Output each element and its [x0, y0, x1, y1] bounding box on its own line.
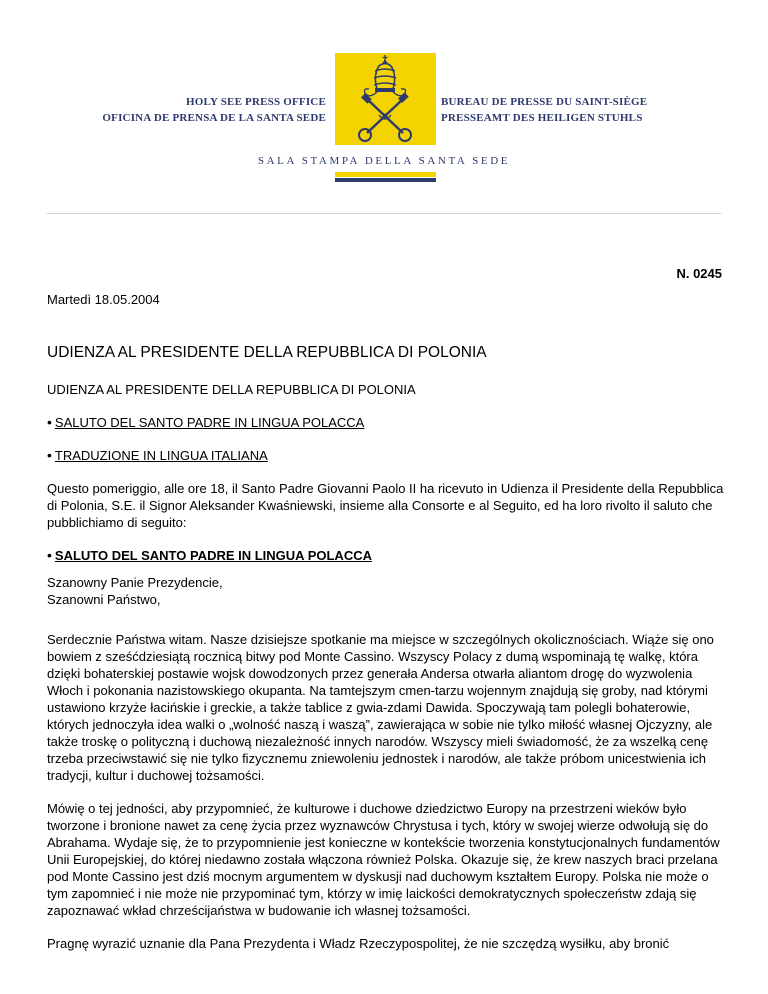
- bullet-icon: •: [47, 447, 52, 463]
- papal-keys-tiara-icon: [335, 53, 436, 145]
- masthead-right-text: [441, 94, 647, 126]
- bulletin-number: N. 0245: [676, 266, 722, 281]
- link-item-italian-translation: [47, 447, 727, 464]
- paragraph-3: Pragnę wyrazić uznanie dla Pana Prezydenta i Władz Rzeczypospolitej, że nie szczędzą wysiłku, aby bronić: [47, 936, 670, 951]
- sala-stampa-title: SALA STAMPA DELLA SANTA SEDE: [257, 155, 511, 167]
- salutation-line-2: Szanowni Państwo,: [47, 592, 161, 607]
- page-title: UDIENZA AL PRESIDENTE DELLA REPUBBLICA DI POLONIA: [47, 344, 487, 361]
- holy-see-emblem-logo: [335, 53, 436, 145]
- masthead-presseamt: PRESSEAMT DES HEILIGEN STUHLS: [441, 112, 643, 124]
- bulletin-content: [47, 381, 727, 968]
- section-heading-text: SALUTO DEL SANTO PADRE IN LINGUA POLACCA: [54, 548, 372, 563]
- paragraph-2: Mówię o tej jedności, aby przypomnieć, że kulturowe i duchowe dziedzictwo Europy na przestrzeni wieków było tworzone i bronione nawet za cenę życia przez wyznawców Chrystusa i tych, który w swojej wierze odwołują się do Abrahama. Wydaje się, że to przypomnienie jest konieczne w kontekście tworzenia konstytucjonalnych fundamentów Unii Europejskiej, do której niedawno została włączona również Polska. Okazuje się, że krew naszych braci przelana pod Monte Cassino jest dziś mocnym argumentem w dyskusji nad duchowym kształtem Europy. Polska nie może o tym zapomnieć i nie może nie przypominać tym, którzy w imię laickości demokratycznych społeczeństw zdają się zapoznawać wkład chrześcijaństwa w budowanie ich własnej tożsamości.: [47, 801, 720, 918]
- intro-paragraph: Questo pomeriggio, alle ore 18, il Santo Padre Giovanni Paolo II ha ricevuto in Udienza il Presidente della Repubblica di Polonia, S.E. il Signor Aleksander Kwaśniewski, insieme alla Consorte e al Seguito, ed ha loro rivolto il saluto che pubblichiamo di seguito:: [47, 481, 724, 530]
- masthead-oficina-de-prensa: OFICINA DE PRENSA DE LA SANTA SEDE: [102, 112, 326, 124]
- masthead-left-text: [102, 94, 326, 126]
- link-traduzione-italiana[interactable]: TRADUZIONE IN LINGUA ITALIANA: [54, 448, 268, 463]
- header-divider: [47, 213, 721, 214]
- link-item-polish-greeting: [47, 414, 727, 431]
- bullet-icon: •: [47, 547, 52, 563]
- bullet-icon: •: [47, 414, 52, 430]
- paragraph-1: Serdecznie Państwa witam. Nasze dzisiejsze spotkanie ma miejsce w szczególnych okolicznościach. Wiąże się ono bowiem z sześćdziesiątą rocznicą bitwy pod Monte Cassino. Wszyscy Polacy z dumą wspominają tę walkę, która dzięki bohaterskiej postawie wojsk dowodzonych przez generała Andersa otwarła aliantom drogę do wyzwolenia Włoch i pokonania nazistowskiego okupanta. Na tamtejszym cmen-tarzu wojennym znajdują się groby, nad którymi ustawiono krzyże łacińskie i greckie, a także tablice z gwia-zdami Dawida. Spoczywają tam polegli bohaterowie, których jednoczyła idea walki o „wolność naszą i waszą”, zawierająca w sobie nie tylko miłość własnej Ojczyzny, ale także troskę o polityczną i duchową niezależność innych narodów. Wszyscy mieli świadomość, że za wszelką cenę trzeba przeciwstawić się nie tylko fizycznemu zniewoleniu jednostek i narodów, ale także próbom unicestwienia ich tradycji, kultur i duchowej tożsamości.: [47, 632, 714, 783]
- salutation: [47, 574, 727, 608]
- masthead-bureau-de-presse: BUREAU DE PRESSE DU SAINT-SIÈGE: [441, 96, 648, 108]
- salutation-line-1: Szanowny Panie Prezydencie,: [47, 575, 223, 590]
- navy-stripe: [335, 178, 436, 182]
- bulletin-subtitle: UDIENZA AL PRESIDENTE DELLA REPUBBLICA DI POLONIA: [47, 382, 416, 397]
- link-saluto-polacca[interactable]: SALUTO DEL SANTO PADRE IN LINGUA POLACCA: [54, 415, 365, 430]
- yellow-stripe: [335, 172, 436, 177]
- masthead-holy-see-press-office: HOLY SEE PRESS OFFICE: [185, 96, 326, 108]
- press-office-masthead: [0, 0, 768, 200]
- section-heading: [47, 547, 727, 564]
- bulletin-date: Martedì 18.05.2004: [47, 292, 160, 307]
